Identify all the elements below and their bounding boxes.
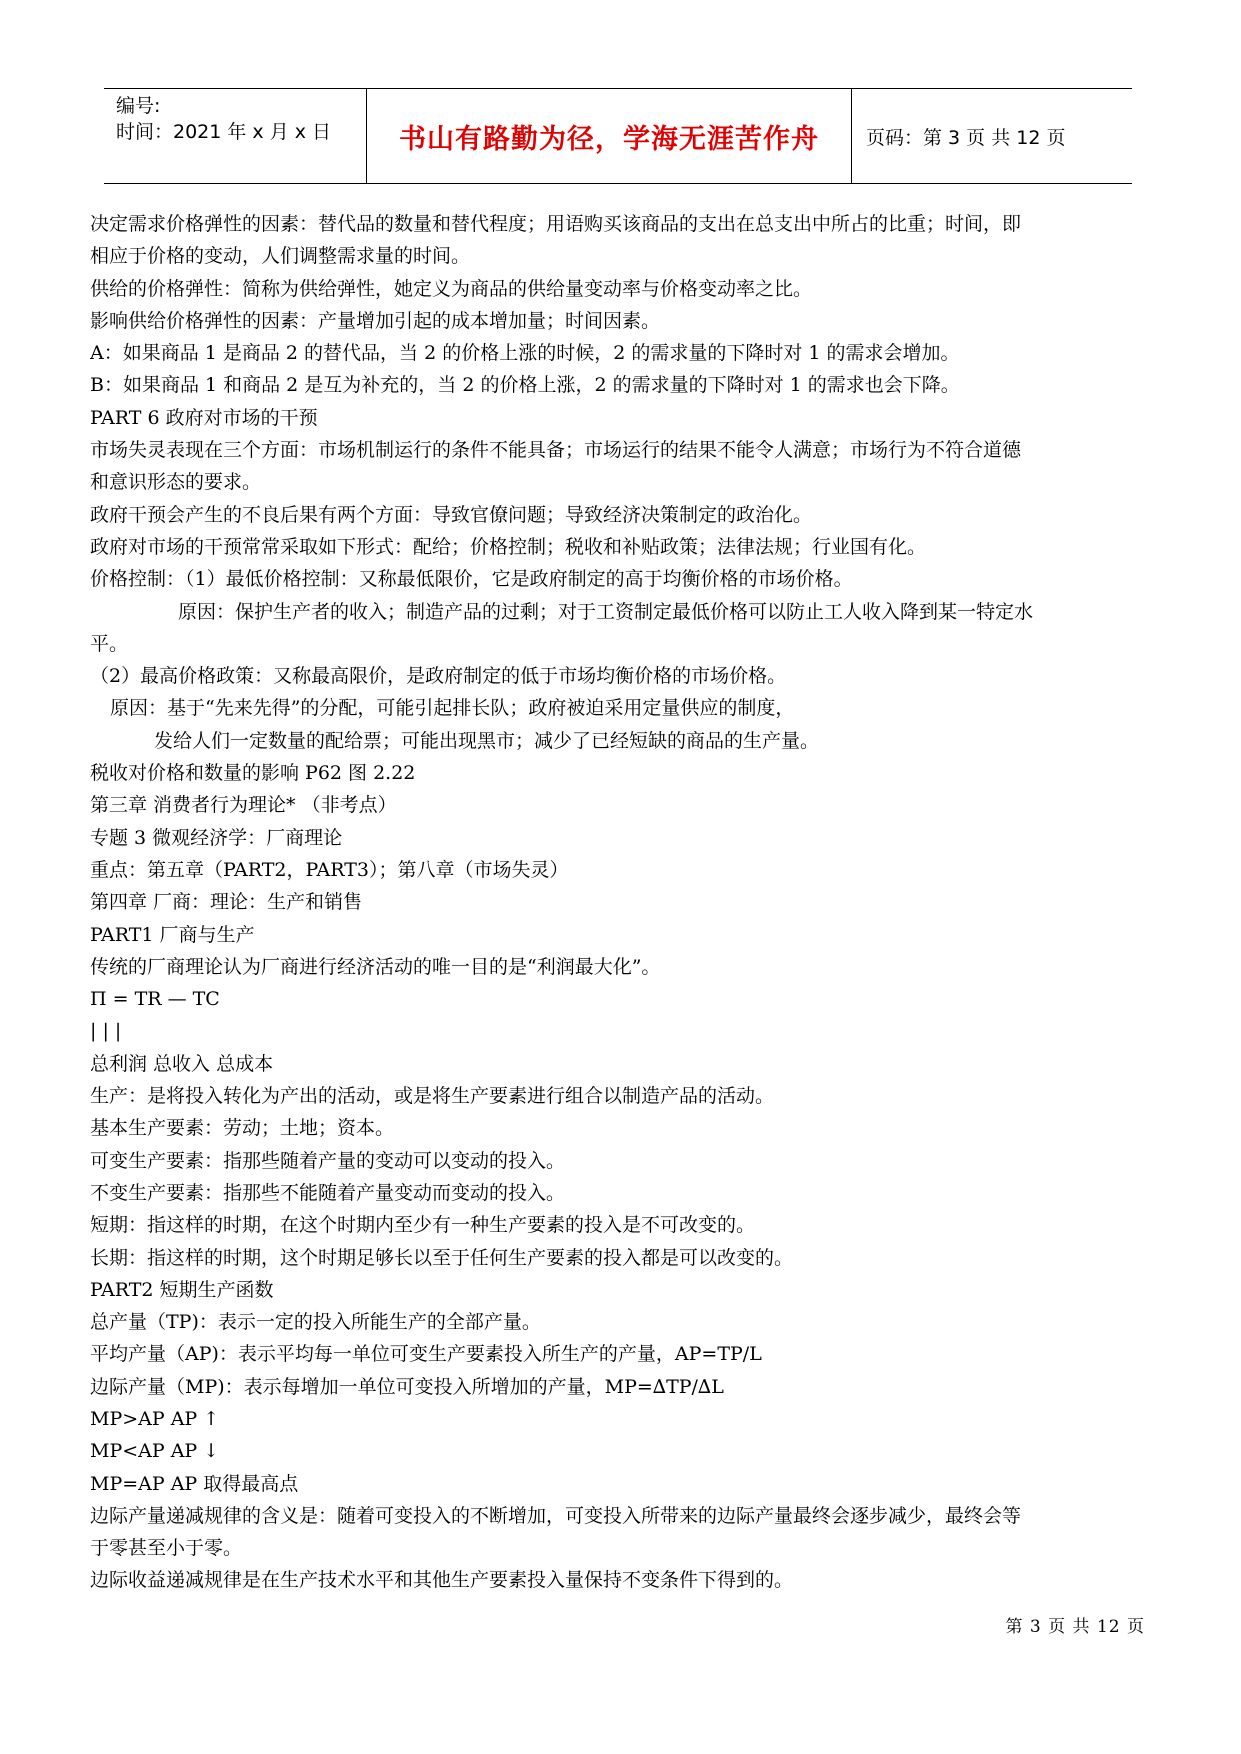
motto-title: 书山有路勤为径，学海无涯苦作舟: [399, 123, 819, 155]
text-line: 相应于价格的变动，人们调整需求量的时间。: [90, 245, 471, 268]
text-line: 长期：指这样的时期，这个时期足够长以至于任何生产要素的投入都是可以改变的。: [90, 1246, 794, 1269]
header-left-cell: [104, 89, 367, 183]
text-line: 发给人们一定数量的配给票；可能出现黑市；减少了已经短缺的商品的生产量。: [154, 729, 820, 752]
document-body: [90, 208, 1150, 1597]
text-line: PART 6 政府对市场的干预: [90, 406, 318, 429]
text-line: 原因：保护生产者的收入；制造产品的过剩；对于工资制定最低价格可以防止工人收入降到某一特定水: [178, 600, 1034, 623]
text-line: Π = TR — TC: [90, 988, 220, 1011]
text-line: 于零甚至小于零。: [90, 1537, 243, 1560]
text-line: 政府干预会产生的不良后果有两个方面：导致官僚问题；导致经济决策制定的政治化。: [90, 503, 813, 526]
text-line: 总产量（TP)：表示一定的投入所能生产的全部产量。: [90, 1311, 541, 1334]
text-line: 基本生产要素：劳动；土地；资本。: [90, 1117, 395, 1140]
text-line: 决定需求价格弹性的因素：替代品的数量和替代程度；用语购买该商品的支出在总支出中所占的比重；时间，即: [90, 213, 1022, 235]
header-right-cell: [852, 89, 1132, 183]
text-line: PART2 短期生产函数: [90, 1278, 274, 1301]
header-center-cell: [367, 89, 852, 183]
text-line: 传统的厂商理论认为厂商进行经济活动的唯一目的是“利润最大化”。: [90, 955, 661, 978]
text-line: 第三章 消费者行为理论* （非考点）: [90, 794, 397, 817]
text-line: （2）最高价格政策：又称最高限价，是政府制定的低于市场均衡价格的市场价格。: [90, 665, 787, 688]
text-line: 和意识形态的要求。: [90, 471, 262, 494]
text-line: MP=AP AP 取得最高点: [90, 1472, 299, 1495]
text-line: 原因：基于“先来先得”的分配，可能引起排长队；政府被迫采用定量供应的制度，: [110, 697, 795, 720]
text-line: 价格控制：（1）最低价格控制：又称最低限价，它是政府制定的高于均衡价格的市场价格。: [90, 568, 853, 591]
text-line: 平均产量（AP)：表示平均每一单位可变生产要素投入所生产的产量，AP=TP/L: [90, 1343, 762, 1366]
text-line: | | |: [90, 1020, 122, 1043]
number-label: 编号:: [116, 95, 161, 117]
text-line: PART1 厂商与生产: [90, 923, 255, 946]
text-line: 专题 3 微观经济学：厂商理论: [90, 826, 343, 849]
header-page-number: 页码：第 3 页 共 12 页: [866, 126, 1066, 149]
text-line: 税收对价格和数量的影响 P62 图 2.22: [90, 762, 416, 785]
text-line: A：如果商品 1 是商品 2 的替代品，当 2 的价格上涨的时候，2 的需求量的下降时对 1 的需求会增加。: [90, 342, 960, 365]
text-line: 供给的价格弹性：简称为供给弹性，她定义为商品的供给量变动率与价格变动率之比。: [90, 277, 813, 300]
text-line: 第四章 厂商：理论：生产和销售: [90, 891, 363, 914]
text-line: 影响供给价格弹性的因素：产量增加引起的成本增加量；时间因素。: [90, 309, 661, 332]
text-line: 生产：是将投入转化为产出的活动，或是将生产要素进行组合以制造产品的活动。: [90, 1085, 775, 1108]
text-line: 边际产量递减规律的含义是：随着可变投入的不断增加，可变投入所带来的边际产量最终会逐步减少，最终会等: [90, 1504, 1022, 1527]
text-line: 边际产量（MP)：表示每增加一单位可变投入所增加的产量，MP=∆TP/∆L: [90, 1375, 724, 1398]
text-line: MP>AP AP ↑: [90, 1407, 220, 1430]
text-line: 市场失灵表现在三个方面：市场机制运行的条件不能具备；市场运行的结果不能令人满意；市场行为不符合道德: [90, 439, 1022, 462]
document-header: [104, 88, 1132, 184]
footer-page-number: 第 3 页 共 12 页: [1005, 1617, 1145, 1637]
text-line: 不变生产要素：指那些不能随着产量变动而变动的投入。: [90, 1181, 566, 1204]
time-label: 时间：2021 年 x 月 x 日: [116, 121, 332, 143]
text-line: 可变生产要素：指那些随着产量的变动可以变动的投入。: [90, 1149, 566, 1172]
text-line: 重点：第五章（PART2，PART3）；第八章（市场失灵）: [90, 858, 569, 881]
text-line: 总利润 总收入 总成本: [90, 1052, 274, 1075]
text-line: 政府对市场的干预常常采取如下形式：配给；价格控制；税收和补贴政策；法律法规；行业国有化。: [90, 535, 927, 558]
text-line: 短期：指这样的时期，在这个时期内至少有一种生产要素的投入是不可改变的。: [90, 1214, 756, 1237]
text-line: 边际收益递减规律是在生产技术水平和其他生产要素投入量保持不变条件下得到的。: [90, 1569, 794, 1592]
text-line: 平。: [90, 632, 129, 655]
text-line: MP<AP AP ↓: [90, 1440, 220, 1463]
text-line: B：如果商品 1 和商品 2 是互为补充的，当 2 的价格上涨，2 的需求量的下降时对 1 的需求也会下降。: [90, 374, 960, 397]
